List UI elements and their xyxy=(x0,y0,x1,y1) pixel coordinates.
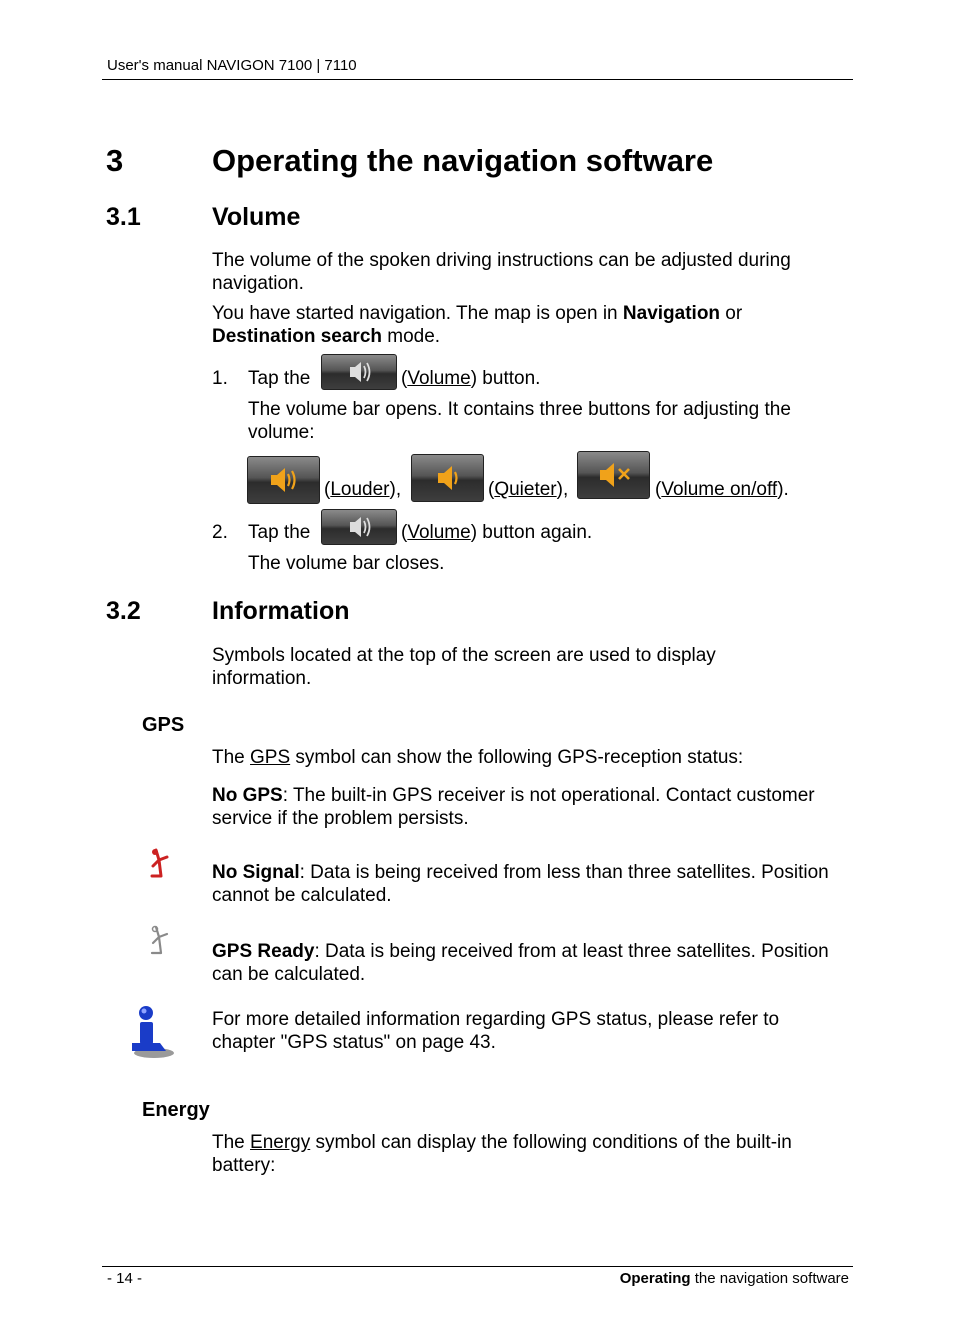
quieter-label: (Quieter), xyxy=(488,479,569,500)
running-header: User's manual NAVIGON 7100 | 7110 xyxy=(107,57,357,74)
gps-no-signal-icon xyxy=(146,848,172,880)
section-title: Information xyxy=(212,597,350,625)
volume-link[interactable]: Volume xyxy=(407,522,471,543)
gps-info-note: For more detailed information regarding GPS status, please refer to chapter "GPS status" on page 43. xyxy=(212,1009,780,1053)
gps-ready-item: GPS Ready: Data is being received from at least three satellites. Position can be calculated. xyxy=(212,941,829,985)
speaker-louder-icon xyxy=(248,457,319,503)
step-number: 1. xyxy=(212,368,228,389)
volume-button[interactable] xyxy=(321,509,397,545)
step-note: The volume bar opens. It contains three buttons for adjusting the volume: xyxy=(248,399,791,443)
step-text: Tap the xyxy=(248,368,311,389)
no-gps-item: No GPS: The built-in GPS receiver is not operational. Contact customer service if the problem persists. xyxy=(212,785,815,829)
speaker-quieter-icon xyxy=(412,455,483,501)
speaker-mute-icon xyxy=(578,452,649,498)
mute-label: (Volume on/off). xyxy=(655,479,789,500)
info-person-icon xyxy=(124,1003,178,1061)
chapter-number: 3 xyxy=(106,143,124,178)
chapter-title: Operating the navigation software xyxy=(212,143,714,178)
louder-link[interactable]: Louder xyxy=(330,479,390,500)
energy-intro: The Energy symbol can display the following conditions of the built-in battery: xyxy=(212,1132,792,1176)
step-note: The volume bar closes. xyxy=(248,553,445,574)
louder-button[interactable] xyxy=(247,456,320,504)
information-intro: Symbols located at the top of the screen are used to display information. xyxy=(212,645,716,689)
step-number: 2. xyxy=(212,522,228,543)
volume-intro: The volume of the spoken driving instructions can be adjusted during navigation. xyxy=(212,250,791,294)
volume-button[interactable] xyxy=(321,354,397,390)
section-number: 3.1 xyxy=(106,203,141,231)
page-number: - 14 - xyxy=(107,1270,143,1287)
gps-ready-icon xyxy=(146,925,172,957)
gps-link[interactable]: GPS xyxy=(250,747,291,768)
volume-context: You have started navigation. The map is open in Navigation or Destination search mode. xyxy=(212,303,743,347)
quieter-button[interactable] xyxy=(411,454,484,502)
quieter-link[interactable]: Quieter xyxy=(494,479,557,500)
footer-rule xyxy=(102,1266,853,1267)
speaker-icon xyxy=(322,355,396,389)
speaker-icon xyxy=(322,510,396,544)
gps-intro: The GPS symbol can show the following GPS-reception status: xyxy=(212,747,744,768)
energy-heading: Energy xyxy=(142,1099,210,1121)
energy-link[interactable]: Energy xyxy=(250,1132,311,1153)
mute-button[interactable] xyxy=(577,451,650,499)
step-button-ref: (Volume) button again. xyxy=(401,522,593,543)
volume-link[interactable]: Volume xyxy=(407,368,471,389)
louder-label: (Louder), xyxy=(324,479,402,500)
step-button-ref: (Volume) button. xyxy=(401,368,541,389)
running-footer: Operating the navigation software xyxy=(619,1270,849,1287)
no-signal-item: No Signal: Data is being received from less than three satellites. Position cannot be calculated. xyxy=(212,862,829,906)
header-rule xyxy=(102,79,853,80)
step-text: Tap the xyxy=(248,522,311,543)
volume-onoff-link[interactable]: Volume on/off xyxy=(661,479,778,500)
section-title: Volume xyxy=(212,203,301,231)
section-number: 3.2 xyxy=(106,597,141,625)
gps-heading: GPS xyxy=(142,714,185,736)
